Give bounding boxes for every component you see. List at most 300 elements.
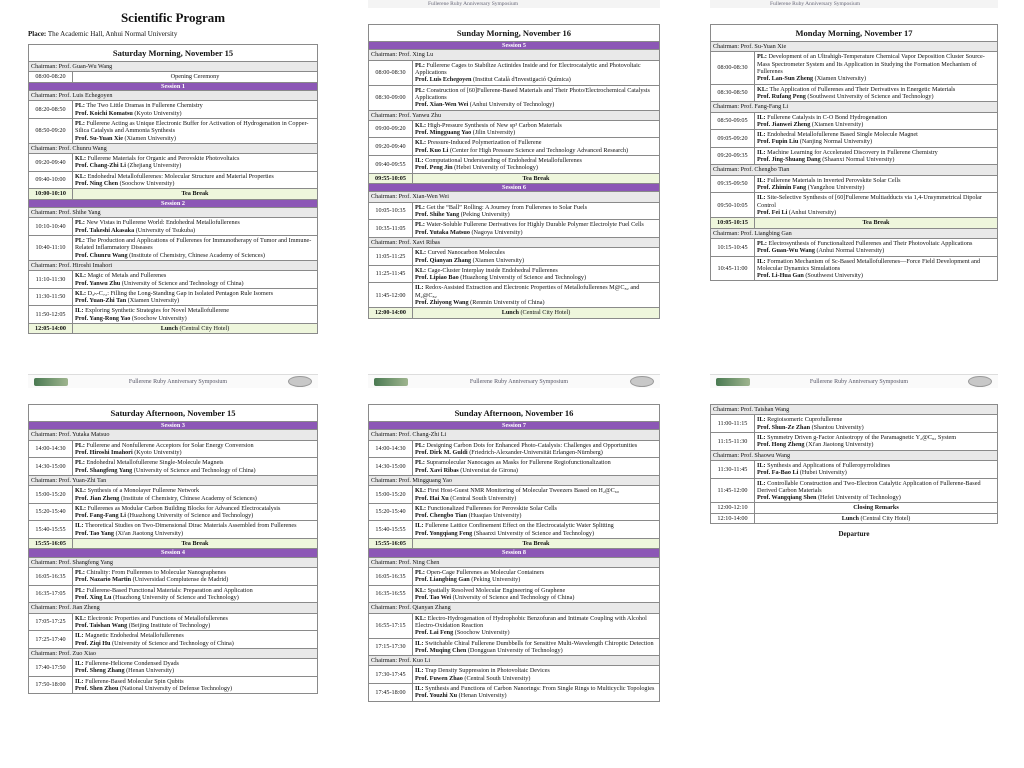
speaker-affiliation: (Hefei University of Technology) (817, 494, 901, 502)
chairman-label: Chairman: Prof. Xavi Ribas (369, 237, 660, 247)
talk-cell (73, 631, 318, 649)
place-value: The Academic Hall, Anhui Normal University (47, 30, 178, 38)
day-heading: Saturday Morning, November 15 (29, 45, 318, 62)
speaker-name: Prof. Zhiyong Wang (415, 299, 469, 307)
speaker-line (415, 495, 657, 502)
time-slot: 17:15-17:30 (369, 638, 413, 656)
departure-label: Departure (838, 530, 870, 539)
talk-row (29, 154, 318, 172)
talk-type: IL: (75, 632, 84, 640)
speaker-line (75, 162, 315, 169)
talk-row (711, 112, 998, 130)
talk-type: PL: (415, 203, 425, 211)
talk-type: IL: (757, 416, 766, 424)
time-slot: 11:05-11:25 (369, 248, 413, 266)
talk-cell (413, 440, 660, 458)
talk-title: Controllable Construction and Two-Electron Catalytic Application of Fullerene-Based Derived Carbon Materials (757, 479, 981, 494)
talk-cell (73, 613, 318, 631)
talk-title: Fullerene and Nonfullerene Acceptors for Solar Energy Conversion (86, 441, 254, 449)
time-slot: 11:25-11:45 (369, 265, 413, 283)
speaker-name: Prof. Xing Lu (75, 593, 112, 601)
chairman-label: Chairman: Prof. Shangfeng Yang (29, 557, 318, 567)
talk-title-line (75, 660, 315, 667)
speaker-name: Prof. Ziqi Hu (75, 639, 111, 647)
talk-title: Designing Carbon Dots for Enhanced Photo-Catalysis: Challenges and Opportunities (426, 441, 638, 449)
speaker-affiliation: (Institute of Chemistry, Chinese Academy of Sciences) (120, 494, 257, 502)
talk-title: Functionalized Fullerenes for Perovskite Solar Cells (427, 504, 557, 512)
session-label: Session 2 (29, 199, 318, 207)
speaker-line (75, 685, 315, 692)
talk-title-line (75, 487, 315, 494)
talk-cell (413, 486, 660, 504)
talk-cell (413, 503, 660, 521)
speaker-affiliation: (Huazhong University of Science and Technology) (113, 593, 239, 601)
speaker-affiliation: (Central South University) (450, 494, 517, 502)
top-banner (710, 0, 998, 8)
time-slot: 10:10-10:40 (29, 218, 73, 236)
panel-footer (710, 374, 998, 388)
talk-row (711, 193, 998, 218)
talk-type: PL: (415, 441, 425, 449)
talk-type: IL: (757, 148, 766, 156)
talk-row (29, 118, 318, 143)
talk-title: Development of an Ultrahigh-Temperature Chemical Vapor Deposition Cluster Source-Mass Spectrometer System and Its Application in Studying the Formation Mechanism of Fullerenes (757, 53, 985, 75)
speaker-line (415, 629, 657, 636)
talk-type: IL: (757, 479, 766, 487)
talk-row (29, 288, 318, 306)
speaker-line (415, 299, 657, 306)
time-slot: 15:00-15:20 (29, 486, 73, 504)
chairman-row (369, 656, 660, 666)
time-slot: 11:50-12:05 (29, 306, 73, 324)
talk-title-line (415, 459, 657, 466)
talk-title: Site-Selective Synthesis of [60]Fullerene Multiadducts via 1,4-Unsymmetrical Dipolar Control (757, 194, 982, 209)
fullerene-logo-icon (630, 376, 654, 387)
talk-type: IL: (415, 284, 424, 292)
speaker-affiliation: (Peking University) (471, 576, 521, 584)
chairman-row (29, 90, 318, 100)
time-slot: 09:20-09:40 (29, 154, 73, 172)
top-banner-text: Fullerene Ruby Anniversary Symposium (428, 1, 518, 7)
speaker-affiliation: (Jilin University) (472, 129, 516, 137)
chairman-row (369, 237, 660, 247)
speaker-name: Prof. Jianwei Zheng (757, 120, 811, 128)
chairman-row (29, 475, 318, 485)
talk-type: IL: (75, 522, 84, 530)
talk-row (369, 220, 660, 238)
talk-title-line (415, 587, 657, 594)
chairman-label: Chairman: Prof. Jian Zheng (29, 603, 318, 613)
talk-row (369, 521, 660, 539)
talk-row (369, 503, 660, 521)
speaker-name: Prof. Yanwu Zhu (75, 279, 121, 287)
lunch-venue: (Central City Hotel) (179, 325, 230, 333)
talk-cell (755, 256, 998, 281)
talk-row (29, 271, 318, 289)
talk-title: High-Pressure Synthesis of New sp³ Carbon Materials (427, 121, 562, 129)
talk-title-line (415, 667, 657, 674)
speaker-affiliation: (Xi'an Jiaotong University) (115, 529, 184, 537)
speaker-affiliation: (Central South University) (464, 674, 531, 682)
talk-row (29, 440, 318, 458)
speaker-line (757, 272, 995, 279)
talk-cell (755, 238, 998, 256)
time-slot: 11:10-11:30 (29, 271, 73, 289)
talk-row (369, 138, 660, 156)
talk-cell (413, 120, 660, 138)
talk-title-line (75, 442, 315, 449)
speaker-name: Prof. Shen Zhou (75, 685, 119, 693)
talk-cell (755, 52, 998, 84)
talk-cell (73, 72, 318, 82)
program-table (28, 404, 318, 694)
talk-row (369, 120, 660, 138)
talk-type: IL: (757, 433, 766, 441)
time-slot: 08:00-08:30 (369, 60, 413, 85)
talk-title: Fullerene-Helicene Condensed Dyads (85, 660, 179, 668)
chairman-label: Chairman: Prof. Xing Lu (369, 50, 660, 60)
speaker-affiliation: (Nagoya University) (471, 228, 523, 236)
talk-title-line (75, 102, 315, 109)
chairman-row (29, 260, 318, 270)
chairman-label: Chairman: Prof. Ning Chen (369, 557, 660, 567)
fullerene-logo-icon (968, 376, 992, 387)
talk-cell (755, 513, 998, 523)
talk-title-line (415, 685, 657, 692)
talk-type: KL: (75, 487, 87, 495)
time-slot: 14:00-14:30 (369, 440, 413, 458)
tea-break-row (29, 189, 318, 199)
speaker-name: Prof. Li-Hua Gan (757, 272, 804, 280)
place-label: Place: (28, 30, 47, 38)
speaker-line (757, 138, 995, 145)
speaker-affiliation: (Shaanxi Normal University) (822, 156, 895, 164)
speaker-line (75, 576, 315, 583)
fullerene-logo-icon (288, 376, 312, 387)
speaker-name: Prof. Nazario Martin (75, 576, 132, 584)
talk-row (369, 283, 660, 308)
talk-title-line (415, 62, 657, 77)
lunch-label: Lunch (160, 325, 178, 333)
talk-type: IL: (757, 131, 766, 139)
talk-row (29, 631, 318, 649)
time-slot: 11:30-11:50 (29, 288, 73, 306)
panel-mon-morning (710, 0, 998, 388)
speaker-affiliation: (University of Science and Technology of China) (452, 593, 575, 601)
speaker-name: Prof. Yutaka Matsuo (415, 228, 470, 236)
talk-title-line (757, 114, 995, 121)
talk-cell (413, 458, 660, 476)
speaker-name: Prof. Jian Zheng (75, 494, 120, 502)
talk-type: PL: (75, 236, 85, 244)
talk-cell (73, 568, 318, 586)
talk-cell (755, 84, 998, 102)
talk-title: Synthesis and Functions of Carbon Nanorings: From Single Rings to Multicyclic Topologies (425, 685, 655, 693)
speaker-name: Prof. Hiroshi Imahori (75, 448, 133, 456)
talk-cell (73, 521, 318, 539)
talk-row (369, 60, 660, 85)
speaker-line (415, 530, 657, 537)
talk-cell (755, 147, 998, 165)
day-heading-row (29, 45, 318, 62)
speaker-name: Prof. Shangfeng Yang (75, 466, 133, 474)
speaker-line (415, 164, 657, 171)
talk-title-line (415, 615, 657, 630)
break-label: Tea Break (73, 539, 318, 549)
speaker-name: Prof. Peng Jin (415, 164, 453, 172)
speaker-affiliation: (Kyoto University) (134, 448, 182, 456)
talk-type: KL: (75, 289, 87, 297)
university-logo-icon (34, 378, 68, 386)
talk-type: IL: (757, 176, 766, 184)
talk-cell (755, 415, 998, 433)
talk-title: First Host-Guest NMR Monitoring of Molecular Tweezers Based on H₂@C₆₀ (427, 487, 620, 495)
talk-cell (73, 659, 318, 677)
speaker-affiliation: (Hubei University) (799, 469, 847, 477)
talk-title-line (757, 53, 995, 75)
speaker-name: Prof. Zhimin Fang (757, 184, 807, 192)
footer-banner: Fullerene Ruby Anniversary Symposium (128, 378, 228, 385)
speaker-name: Prof. Youzhi Xu (415, 692, 458, 700)
talk-type: PL: (415, 569, 425, 577)
talk-title-line (757, 480, 995, 495)
talk-title: Fullerene Materials for Organic and Perovskite Photovoltaics (87, 155, 240, 163)
talk-title-line (757, 131, 995, 138)
talk-title-line (757, 240, 995, 247)
session-label: Session 1 (29, 82, 318, 90)
speaker-name: Prof. Tao Wei (415, 593, 452, 601)
talk-title: Curved Nanocarbon Molecules (427, 249, 505, 257)
talk-title: Fullerene-Based Functional Materials: Preparation and Application (86, 586, 253, 594)
time-slot: 12:00-12:10 (711, 503, 755, 513)
talk-title-line (757, 434, 995, 441)
time-slot: 17:40-17:50 (29, 659, 73, 677)
speaker-affiliation: (Beijing Institute of Technology) (128, 621, 211, 629)
time-slot: 14:30-15:00 (369, 458, 413, 476)
speaker-line (75, 449, 315, 456)
talk-type: IL: (75, 660, 84, 668)
talk-cell (413, 156, 660, 174)
chairman-row (29, 430, 318, 440)
time-slot: 11:45-12:00 (369, 283, 413, 308)
speaker-affiliation: (Xiamen University) (814, 75, 867, 83)
time-slot: 08:50-09:20 (29, 118, 73, 143)
chairman-label: Chairman: Prof. Fang-Fang Li (711, 102, 998, 112)
talk-title-line (757, 86, 995, 93)
talk-cell (413, 85, 660, 110)
talk-title-line (75, 120, 315, 135)
speaker-affiliation: (University of Science and Technology of China) (121, 279, 244, 287)
session-row (369, 42, 660, 50)
speaker-line (75, 110, 315, 117)
talk-row (711, 513, 998, 523)
chairman-row (711, 450, 998, 460)
talk-type: PL: (757, 239, 767, 247)
talk-type: PL: (75, 569, 85, 577)
talk-row (711, 432, 998, 450)
chairman-label: Chairman: Prof. Chunru Wang (29, 143, 318, 153)
talk-cell (413, 521, 660, 539)
talk-type: PL: (75, 119, 85, 127)
talk-title: Endohedral Metallofullerenes: Molecular Structure and Material Properties (87, 172, 274, 180)
speaker-affiliation: (Hebei University of Technology) (454, 164, 538, 172)
talk-type: PL: (75, 219, 85, 227)
talk-title-line (415, 442, 657, 449)
speaker-affiliation: (Xiamen University) (472, 256, 525, 264)
talk-row (369, 440, 660, 458)
talk-row (711, 460, 998, 478)
chairman-row (369, 603, 660, 613)
speaker-affiliation: (Anhui University) (788, 208, 837, 216)
talk-row (711, 256, 998, 281)
talk-row (29, 72, 318, 82)
talk-row (29, 458, 318, 476)
talk-type: PL: (75, 441, 85, 449)
speaker-affiliation: (Henan University) (126, 667, 175, 675)
talk-cell (413, 265, 660, 283)
talk-title: Get the “Ball” Rolling: A Journey from Fullerenes to Solar Fuels (426, 203, 588, 211)
time-slot: 12:10-14:00 (711, 513, 755, 523)
speaker-name: Prof. Yang-Rong Yao (75, 314, 131, 322)
speaker-affiliation: (Yangzhou University) (807, 184, 865, 192)
talk-title-line (75, 290, 315, 297)
speaker-affiliation: (Shantou University) (811, 423, 864, 431)
talk-title: Machine Learning for Accelerated Discovery in Fullerene Chemistry (767, 148, 938, 156)
chairman-row (29, 143, 318, 153)
speaker-name: Prof. Fuwen Zhao (415, 674, 463, 682)
talk-title: Cage-Cluster Interplay inside Endohedral Fullerenes (427, 266, 558, 274)
talk-title-line (757, 258, 995, 273)
time-slot: 17:25-17:40 (29, 631, 73, 649)
speaker-line (757, 424, 995, 431)
speaker-line (75, 640, 315, 647)
speaker-affiliation: (Huazhong University of Science and Technology) (127, 512, 254, 520)
speaker-affiliation: (Zhejiang University) (127, 162, 182, 170)
chairman-label: Chairman: Prof. Taishan Wang (711, 405, 998, 415)
talk-title: Trap Density Suppression in Photovoltaic Devices (425, 667, 550, 675)
talk-title-line (415, 284, 657, 299)
talk-title-line (75, 505, 315, 512)
talk-title-line (757, 194, 995, 209)
time-slot: 10:45-11:00 (711, 256, 755, 281)
talk-type: KL: (415, 614, 427, 622)
speaker-line (75, 495, 315, 502)
chairman-label: Chairman: Prof. Su-Yuan Xie (711, 42, 998, 52)
tea-break-row (369, 173, 660, 183)
talk-type: IL: (415, 667, 424, 675)
speaker-line (757, 156, 995, 163)
speaker-name: Prof. Yuan-Zhi Tan (75, 297, 127, 305)
chairman-label: Chairman: Prof. Guan-Wu Wang (29, 62, 318, 72)
speaker-line (75, 227, 315, 234)
talk-type: PL: (75, 586, 85, 594)
talk-title: Supramolecular Nanocages as Masks for Fullerene Regiofunctionalization (426, 459, 611, 467)
speaker-affiliation: (Huaqiao University) (468, 512, 522, 520)
speaker-name: Prof. Guan-Wu Wang (757, 247, 815, 255)
talk-title-line (415, 249, 657, 256)
time-slot: 09:50-10:05 (711, 193, 755, 218)
speaker-name: Prof. Lan-Sun Zheng (757, 75, 814, 83)
speaker-line (757, 247, 995, 254)
talk-title-line (75, 569, 315, 576)
speaker-line (75, 135, 315, 142)
talk-title-line (415, 505, 657, 512)
talk-row (29, 568, 318, 586)
program-table (368, 404, 660, 702)
talk-cell (413, 684, 660, 702)
time-slot: 16:05-16:35 (369, 568, 413, 586)
speaker-affiliation: (Shaanxi University of Science and Technology) (473, 529, 595, 537)
speaker-line (415, 675, 657, 682)
talk-row (369, 248, 660, 266)
speaker-line (757, 121, 995, 128)
panel-sat-morning (28, 0, 318, 388)
speaker-affiliation: (University of Science and Technology of China) (112, 639, 234, 647)
speaker-affiliation: (Peking University) (460, 210, 510, 218)
speaker-line (415, 594, 657, 601)
speaker-affiliation: (Anhui University of Technology) (469, 101, 555, 109)
speaker-line (415, 449, 657, 456)
speaker-line (757, 75, 995, 82)
session-row (369, 422, 660, 430)
talk-title: Formation Mechanism of Sc-Based Metallofullerenes—Force Field Development and Molecular Dynamics Simulations (757, 257, 981, 272)
talk-title: Regioisomeric Cuprofullerene (767, 416, 843, 424)
panel-footer (28, 374, 318, 388)
event-title: Closing Remarks (853, 504, 899, 512)
lunch-row (369, 308, 660, 318)
talk-title: Electronic Properties and Functions of Metallofullerenes (87, 614, 228, 622)
speaker-line (415, 467, 657, 474)
speaker-affiliation: (Institut Català d'Investigació Química) (472, 76, 571, 84)
speaker-line (415, 76, 657, 83)
time-slot: 10:05-10:15 (711, 218, 755, 228)
talk-row (711, 52, 998, 84)
speaker-name: Prof. Tao Yang (75, 529, 115, 537)
talk-type: KL: (415, 586, 427, 594)
speaker-line (415, 647, 657, 654)
talk-cell (755, 503, 998, 513)
speaker-affiliation: (Xiamen University) (127, 297, 180, 305)
panel-mon-late (710, 404, 998, 604)
speaker-affiliation: (Universidad Complutense de Madrid) (132, 576, 229, 584)
talk-cell (73, 218, 318, 236)
speaker-line (757, 93, 995, 100)
talk-type: IL: (415, 157, 424, 165)
talk-cell (755, 460, 998, 478)
talk-title: Endohedral Metallofullerene Single-Molecule Magnets (86, 459, 224, 467)
talk-row (29, 659, 318, 677)
lunch-cell (73, 324, 318, 334)
chairman-label: Chairman: Prof. Liangbing Gan (711, 228, 998, 238)
talk-cell (413, 568, 660, 586)
speaker-name: Prof. Dirk M. Guldi (415, 448, 468, 456)
talk-cell (755, 112, 998, 130)
talk-cell (73, 101, 318, 119)
speaker-name: Prof. Lipiao Bao (415, 274, 459, 282)
time-slot: 09:40-10:00 (29, 171, 73, 189)
speaker-line (75, 594, 315, 601)
speaker-line (415, 101, 657, 108)
time-slot: 15:20-15:40 (369, 503, 413, 521)
talk-title: Fullerene Catalysis in C-O Bond Hydrogenation (767, 113, 887, 121)
time-slot: 10:05-10:35 (369, 202, 413, 220)
talk-title: Theoretical Studies on Two-Dimensional Dirac Materials Assembled from Fullerenes (85, 522, 297, 530)
time-slot: 16:55-17:15 (369, 613, 413, 638)
talk-cell (73, 585, 318, 603)
speaker-line (415, 147, 657, 154)
talk-cell (413, 220, 660, 238)
talk-type: KL: (415, 266, 427, 274)
